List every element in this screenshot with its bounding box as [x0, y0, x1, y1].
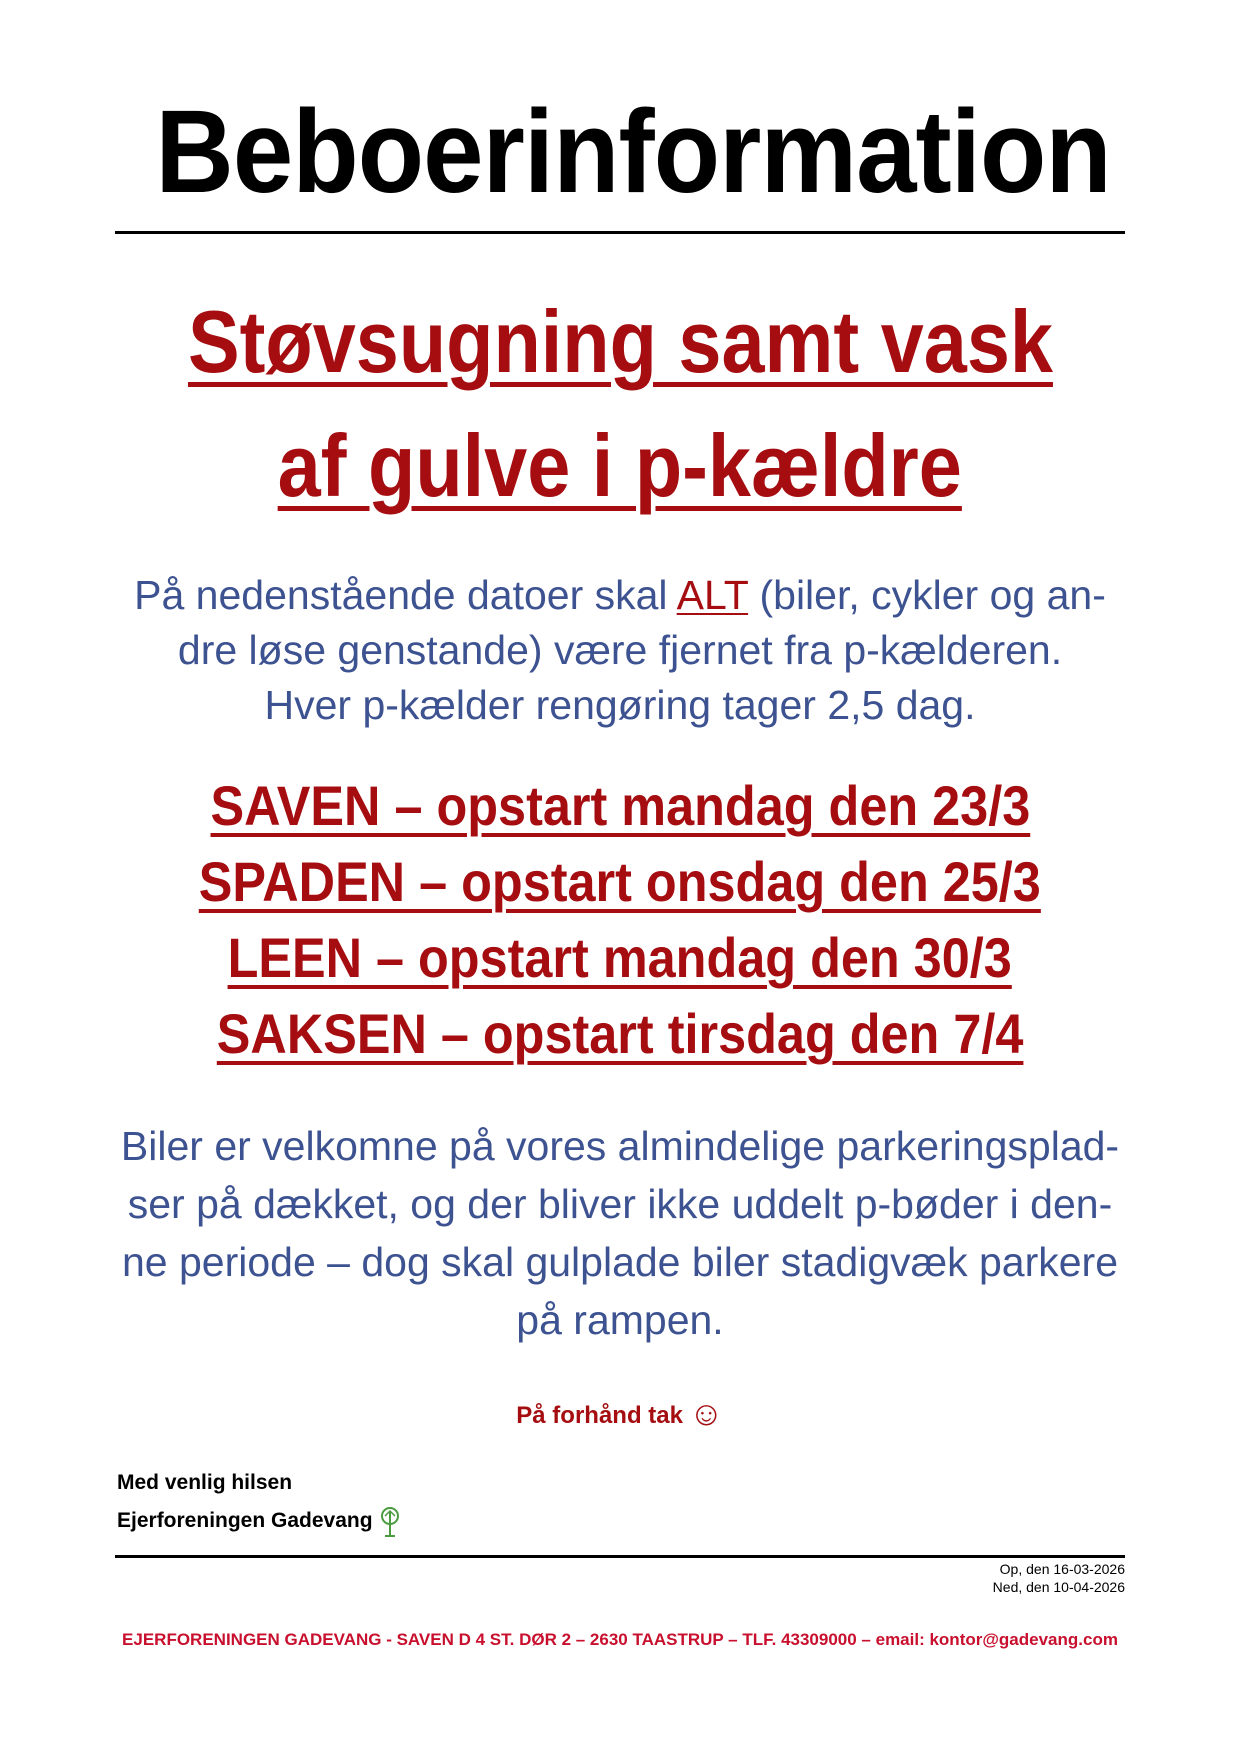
schedule-item-saksen: [115, 996, 1125, 1072]
thanks-text: På forhånd tak: [516, 1402, 683, 1429]
bottom-divider: [115, 1555, 1125, 1558]
schedule-item-saven: [115, 768, 1125, 844]
parking-line-4: på rampen.: [516, 1297, 724, 1343]
schedule-item-text: SAKSEN – opstart tirsdag den 7/4: [216, 1002, 1024, 1065]
headline-line-2: af gulve i p-kældre: [277, 416, 963, 515]
intro-part-2: (biler, cykler og an-: [748, 572, 1106, 618]
intro-line-2: dre løse genstande) være fjernet fra p-kælderen.: [177, 627, 1063, 673]
top-divider: [115, 231, 1125, 234]
organization-name: Ejerforeningen Gadevang: [117, 1509, 373, 1532]
date-up: Op, den 16-03-2026: [999, 1561, 1125, 1577]
parking-line-3: ne periode – dog skal gulplade biler stadigvæk parkere: [121, 1239, 1118, 1285]
intro-part-1: På nedenstående datoer skal: [134, 572, 677, 618]
intro-line-3: Hver p-kælder rengøring tager 2,5 dag.: [264, 682, 976, 728]
headline-line-1: Støvsugning samt vask: [187, 292, 1053, 391]
schedule-item-text: SPADEN – opstart onsdag den 25/3: [198, 850, 1042, 913]
parking-line-1: Biler er velkomne på vores almindelige parkeringsplad-: [120, 1123, 1120, 1169]
schedule-item-spaden: [115, 844, 1125, 920]
headline: [115, 280, 1125, 528]
smiley-icon: ☺: [688, 1395, 724, 1433]
footer-contact: EJERFORENINGEN GADEVANG - SAVEN D 4 ST. DØR 2 – 2630 TAASTRUP – TLF. 43309000 – email: kontor@gadevang.com: [122, 1630, 1118, 1649]
closing-text: Med venlig hilsen: [117, 1471, 293, 1494]
schedule-item-text: SAVEN – opstart mandag den 23/3: [210, 774, 1030, 837]
schedule-item-leen: [115, 920, 1125, 996]
schedule-list: [115, 768, 1125, 1072]
thanks-line: [115, 1396, 1125, 1434]
parking-line-2: ser på dækket, og der bliver ikke uddelt p-bøder i den-: [127, 1181, 1113, 1227]
organization-line: [117, 1504, 401, 1538]
signature-block: [117, 1466, 401, 1538]
tree-icon: [379, 1506, 401, 1538]
schedule-item-text: LEEN – opstart mandag den 30/3: [227, 926, 1013, 989]
intro-paragraph: [115, 568, 1125, 733]
parking-paragraph: [115, 1117, 1125, 1349]
intro-alt-emphasis: ALT: [676, 572, 749, 618]
page-title: Beboerinformation: [155, 86, 1111, 218]
posting-dates: [993, 1560, 1125, 1596]
date-down: Ned, den 10-04-2026: [992, 1579, 1125, 1595]
